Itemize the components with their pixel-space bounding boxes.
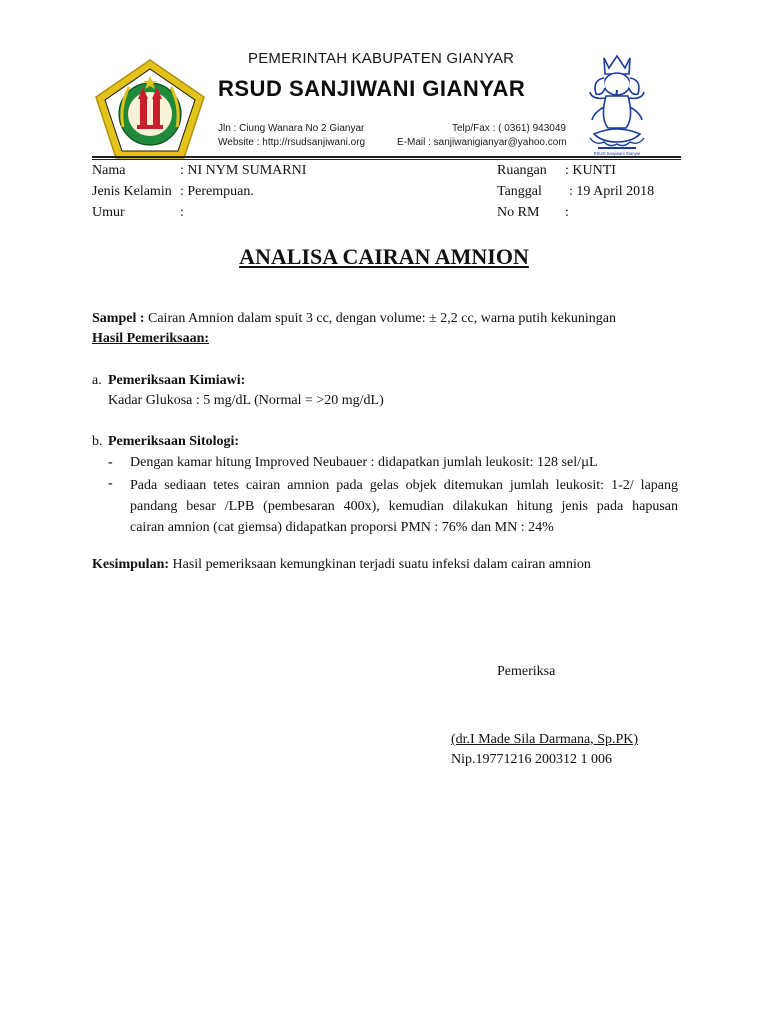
cytology-item-differential bbox=[130, 475, 678, 538]
paragraph-line: pandang besar /LPB (pembesaran 400x), kemudian dilakukan hitung jenis pada hapusan bbox=[130, 499, 678, 514]
examiner-nip: Nip.19771216 200312 1 006 bbox=[451, 752, 612, 767]
cytology-heading: Pemeriksaan Sitologi: bbox=[108, 434, 240, 449]
name-value: : NI NYM SUMARNI bbox=[180, 163, 307, 178]
rm-value: : bbox=[565, 205, 569, 220]
hospital-address: Jln : Ciung Wanara No 2 Gianyar bbox=[218, 123, 365, 134]
examiner-role: Pemeriksa bbox=[497, 664, 556, 679]
room-label: Ruangan bbox=[497, 163, 547, 178]
date-label: Tanggal bbox=[497, 184, 542, 199]
sample-text: Cairan Amnion dalam spuit 3 cc, dengan volume: ± 2,2 cc, warna putih kekuningan bbox=[144, 311, 617, 326]
cytology-item-leukocyte-count: Dengan kamar hitung Improved Neubauer : didapatkan jumlah leukosit: 128 sel/µL bbox=[130, 455, 598, 470]
sample-line bbox=[92, 309, 616, 329]
letterhead-divider-thick bbox=[92, 156, 681, 158]
letterhead-divider-thin bbox=[92, 159, 681, 160]
age-label: Umur bbox=[92, 205, 125, 220]
document-title: ANALISA CAIRAN AMNION bbox=[239, 244, 529, 269]
room-value: : KUNTI bbox=[565, 163, 616, 178]
conclusion-text: Hasil pemeriksaan kemungkinan terjadi suatu infeksi dalam cairan amnion bbox=[169, 557, 591, 572]
conclusion-label: Kesimpulan: bbox=[92, 557, 170, 572]
ganesha-deity-logo-icon bbox=[582, 54, 652, 156]
paragraph-line: cairan amnion (cat giemsa) didapatkan proporsi PMN : 76% dan MN : 24% bbox=[130, 520, 554, 535]
logo-caption: RSUD Sanjiwani Gianyar bbox=[593, 151, 641, 156]
date-value: : 19 April 2018 bbox=[569, 184, 655, 199]
hospital-name: RSUD SANJIWANI GIANYAR bbox=[218, 76, 526, 101]
gender-label: Jenis Kelamin bbox=[92, 184, 172, 199]
gender-value: : Perempuan. bbox=[180, 184, 254, 199]
name-label: Nama bbox=[92, 163, 126, 178]
government-name: PEMERINTAH KABUPATEN GIANYAR bbox=[248, 50, 515, 67]
chemistry-heading: Pemeriksaan Kimiawi: bbox=[108, 373, 246, 388]
examiner-name: (dr.I Made Sila Darmana, Sp.PK) bbox=[451, 732, 639, 747]
age-value: : bbox=[180, 205, 184, 220]
chemistry-marker: a. bbox=[92, 373, 102, 388]
hospital-email: E-Mail : sanjiwanigianyar@yahoo.com bbox=[397, 137, 567, 148]
bullet-dash: - bbox=[108, 476, 113, 491]
glucose-result: Kadar Glukosa : 5 mg/dL (Normal = >20 mg/dL) bbox=[108, 393, 384, 408]
hospital-phone: Telp/Fax : ( 0361) 943049 bbox=[452, 123, 566, 134]
paragraph-line: Pada sediaan tetes cairan amnion pada gelas objek ditemukan jumlah leukosit: 1-2/ lapang bbox=[130, 478, 678, 493]
cytology-marker: b. bbox=[92, 434, 103, 449]
rm-label: No RM bbox=[497, 205, 540, 220]
results-heading: Hasil Pemeriksaan: bbox=[92, 331, 210, 346]
hospital-website: Website : http://rsudsanjiwani.org bbox=[218, 137, 366, 148]
bullet-dash: - bbox=[108, 455, 113, 470]
sample-label: Sampel : bbox=[92, 311, 145, 326]
gianyar-regency-emblem-icon bbox=[93, 57, 207, 161]
conclusion-line bbox=[92, 555, 591, 575]
